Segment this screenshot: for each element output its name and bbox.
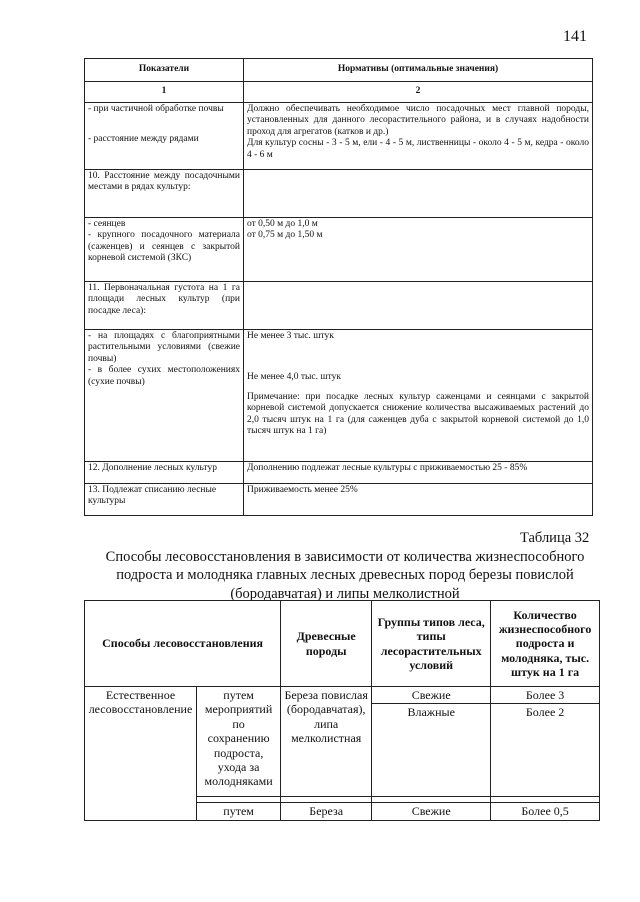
column-header-forest-types: Группы типов леса, типы лесорастительных условий	[372, 601, 491, 687]
row-label-line: - на площадях с благоприятными растительными условиями (свежие почвы)	[88, 331, 240, 364]
quantity-cell: Более 3	[491, 687, 600, 704]
table-row	[85, 170, 593, 218]
norms-table	[84, 58, 593, 516]
method-cell: Естественное лесовосстановление	[85, 687, 197, 821]
forest-type-cell: Свежие	[372, 687, 491, 704]
quantity-cell: Более 2	[491, 704, 600, 797]
table-row	[85, 687, 600, 704]
row-label: 10. Расстояние между посадочными местами в рядах культур:	[85, 170, 244, 218]
row-value-line: Не менее 3 тыс. штук	[247, 331, 334, 341]
row-label	[85, 103, 244, 170]
table-row	[85, 330, 593, 462]
forest-type-cell: Влажные	[372, 704, 491, 797]
column-header-quantity: Количество жизнеспособного подроста и молодняка, тыс. штук на 1 га	[491, 601, 600, 687]
table-row	[85, 103, 593, 170]
row-label: 12. Дополнение лесных культур	[85, 462, 244, 484]
row-label: 11. Первоначальная густота на 1 га площади лесных культур (при посадке леса):	[85, 282, 244, 330]
forest-type-cell: Свежие	[372, 803, 491, 820]
column-number-2: 2	[244, 82, 593, 103]
row-value-line: Для культур сосны - 3 - 5 м, ели - 4 - 5 м, лиственницы - около 4 - 5 м, кедра - около 4 - 6 м	[247, 138, 589, 160]
row-label-line: - крупного посадочного материала (саженцев) и сеянцев с закрытой корневой системой (ЗКС)	[88, 230, 240, 264]
table-row	[85, 282, 593, 330]
row-value	[244, 330, 593, 462]
table-header-row	[85, 59, 593, 82]
row-label-line: - расстояние между рядами	[88, 134, 199, 145]
submethod-cell: путем мероприятий по сохранению подроста, ухода за молодняками	[197, 687, 281, 797]
row-value	[244, 170, 593, 218]
row-label: 13. Подлежат списанию лесные культуры	[85, 484, 244, 516]
row-value-line: от 0,50 м до 1,0 м	[247, 219, 318, 229]
column-header-species: Древесные породы	[281, 601, 372, 687]
table-title: Способы лесовосстановления в зависимости от количества жизнеспособного подроста и молодняка главных лесных древесных пород березы повислой (бородавчатая) и липы мелколистной	[105, 549, 585, 602]
row-value-line: Не менее 4,0 тыс. штук	[247, 372, 342, 383]
column-number-1: 1	[85, 82, 244, 103]
table-row	[85, 484, 593, 516]
row-value-line: от 0,75 м до 1,50 м	[247, 230, 323, 241]
column-number-row	[85, 82, 593, 103]
table-label: Таблица 32	[520, 530, 590, 546]
column-header-indicators: Показатели	[85, 59, 244, 82]
row-value: Дополнению подлежат лесные культуры с приживаемостью 25 - 85%	[244, 462, 593, 484]
row-label-line: - сеянцев	[88, 219, 126, 229]
quantity-cell: Более 0,5	[491, 803, 600, 820]
row-label	[85, 330, 244, 462]
row-value	[244, 218, 593, 282]
row-label-line: - при частичной обработке почвы	[88, 104, 224, 114]
page-number: 141	[563, 28, 587, 45]
row-value-line: Должно обеспечивать необходимое число посадочных мест главной породы, установленных для данного лесорастительного района, и в случаях надобности проход для агрегатов (катков и др.)	[247, 104, 589, 137]
species-cell: Береза	[281, 803, 372, 820]
submethod-cell: путем	[197, 803, 281, 820]
table-row	[85, 218, 593, 282]
column-header-norms: Нормативы (оптимальные значения)	[244, 59, 593, 82]
table-header-row	[85, 601, 600, 687]
row-label-line: - в более сухих местоположениях (сухие почвы)	[88, 365, 240, 387]
species-cell: Береза повислая (бородавчатая), липа мелколистная	[281, 687, 372, 797]
row-value: Приживаемость менее 25%	[244, 484, 593, 516]
row-value	[244, 282, 593, 330]
row-value	[244, 103, 593, 170]
reforestation-table	[84, 600, 600, 821]
table-row	[85, 462, 593, 484]
column-header-methods: Способы лесовосстановления	[85, 601, 281, 687]
row-label	[85, 218, 244, 282]
row-value-note: Примечание: при посадке лесных культур саженцами и сеянцами с закрытой корневой системой допускается снижение количества высаживаемых растений до 2,0 тысяч штук на 1 га (для саженцев дуба с закрытой корневой системой до 1,0 тысяч штук на 1 га)	[247, 391, 589, 436]
